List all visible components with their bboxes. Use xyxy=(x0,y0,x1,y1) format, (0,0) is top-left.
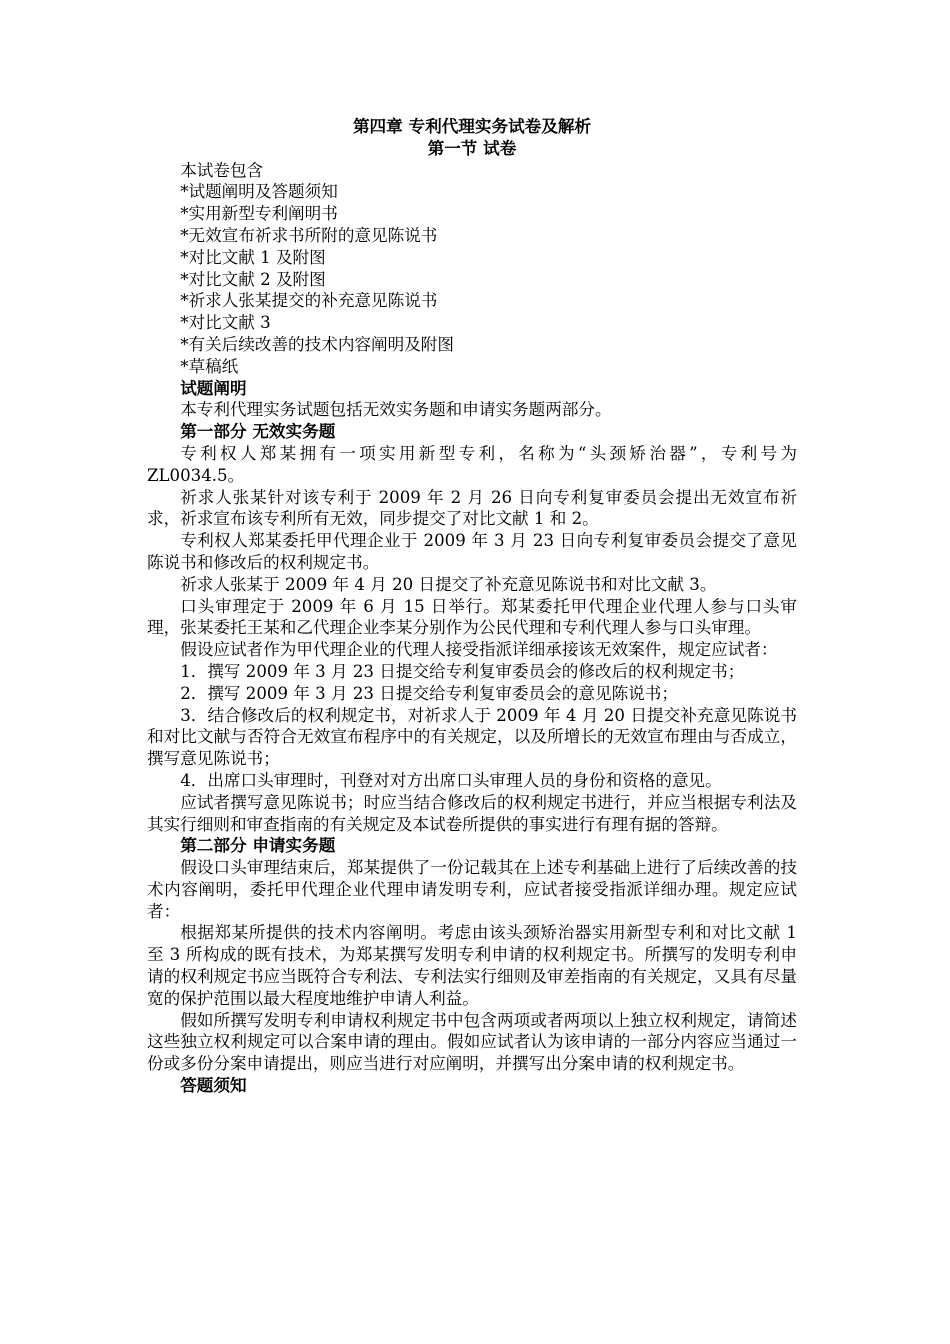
paragraph: 假设口头审理结束后，郑某提供了一份记载其在上述专利基础上进行了后续改善的技术内容阐明，委托甲代理企业代理申请发明专利，应试者接受指派详细办理。规定应试者： xyxy=(147,858,797,921)
chapter-title: 第四章 专利代理实务试卷及解析 xyxy=(352,117,592,136)
paragraph: 专利权人郑某拥有一项实用新型专利，名称为“头颈矫治器”，专利号为 ZL0034.5。 xyxy=(147,443,797,485)
part1-heading: 第一部分 无效实务题 xyxy=(180,422,336,442)
document-body xyxy=(147,116,797,1097)
contents-list xyxy=(147,181,797,377)
paragraph: 4．出席口头审理时，刊登对对方出席口头审理人员的身份和资格的意见。 xyxy=(180,770,722,790)
part2-heading: 第二部分 申请实务题 xyxy=(180,836,336,856)
heading-notes: 答题须知 xyxy=(180,1076,247,1096)
contents-item: *祈求人张某提交的补充意见陈说书 xyxy=(180,291,438,311)
contents-item: *草稿纸 xyxy=(180,356,239,376)
paragraph: 1．撰写 2009 年 3 月 23 日提交给专利复审委员会的修改后的权利规定书； xyxy=(180,661,745,681)
explain-text: 本专利代理实务试题包括无效实务题和申请实务题两部分。 xyxy=(180,400,612,420)
contents-item: *对比文献 1 及附图 xyxy=(180,247,326,267)
paragraph: 2．撰写 2009 年 3 月 23 日提交给专利复审委员会的意见陈说书； xyxy=(180,683,678,703)
paragraph: 3．结合修改后的权利规定书，对祈求人于 2009 年 4 月 20 日提交补充意见陈说书和对比文献与否符合无效宣布程序中的有关规定，以及所增长的无效宣布理由与否成立，撰写意见陈说书； xyxy=(147,705,797,769)
paragraph: 假设应试者作为甲代理企业的代理人接受指派详细承接该无效案件，规定应试者： xyxy=(180,640,778,660)
paragraph: 专利权人郑某委托甲代理企业于 2009 年 3 月 23 日向专利复审委员会提交了意见陈说书和修改后的权利规定书。 xyxy=(147,531,797,572)
paragraph: 祈求人张某针对该专利于 2009 年 2 月 26 日向专利复审委员会提出无效宣布祈求，祈求宣布该专利所有无效，同步提交了对比文献 1 和 2。 xyxy=(147,487,797,529)
contents-item: *试题阐明及答题须知 xyxy=(180,182,338,202)
contents-item: *对比文献 3 xyxy=(180,313,271,333)
contents-item: *实用新型专利阐明书 xyxy=(180,204,338,224)
paragraph: 祈求人张某于 2009 年 4 月 20 日提交了补充意见陈说书和对比文献 3。 xyxy=(180,574,717,594)
contents-item: *无效宣布祈求书所附的意见陈说书 xyxy=(180,225,438,245)
paragraph: 口头审理定于 2009 年 6 月 15 日举行。郑某委托甲代理企业代理人参与口头审理，张某委托王某和乙代理企业李某分别作为公民代理和专利代理人参与口头审理。 xyxy=(147,596,797,638)
paragraph: 假如所撰写发明专利申请权利规定书中包含两项或者两项以上独立权利规定，请简述这些独立权利规定可以合案申请的理由。假如应试者认为该申请的一部分内容应当通过一份或多份分案申请提出，则应当进行对应阐明，并撰写出分案申请的权利规定书。 xyxy=(147,1010,797,1074)
paragraph: 应试者撰写意见陈说书；时应当结合修改后的权利规定书进行，并应当根据专利法及其实行细则和审查指南的有关规定及本试卷所提供的事实进行有理有据的答辩。 xyxy=(147,792,797,834)
section-title: 第一节 试卷 xyxy=(427,138,517,158)
heading-explain: 试题阐明 xyxy=(180,378,247,398)
paragraph: 根据郑某所提供的技术内容阐明。考虑由该头颈矫治器实用新型专利和对比文献 1 至 3 所构成的既有技术，为郑某撰写发明专利申请的权利规定书。所撰写的发明专利申请的权利规定书应当既符合专利法、专利法实行细则及审差指南的有关规定，又具有尽量宽的保护范围以最大程度地维护申请人利益。 xyxy=(147,923,797,1008)
contents-intro: 本试卷包含 xyxy=(180,160,264,180)
contents-item: *有关后续改善的技术内容阐明及附图 xyxy=(180,334,454,354)
contents-item: *对比文献 2 及附图 xyxy=(180,269,326,289)
